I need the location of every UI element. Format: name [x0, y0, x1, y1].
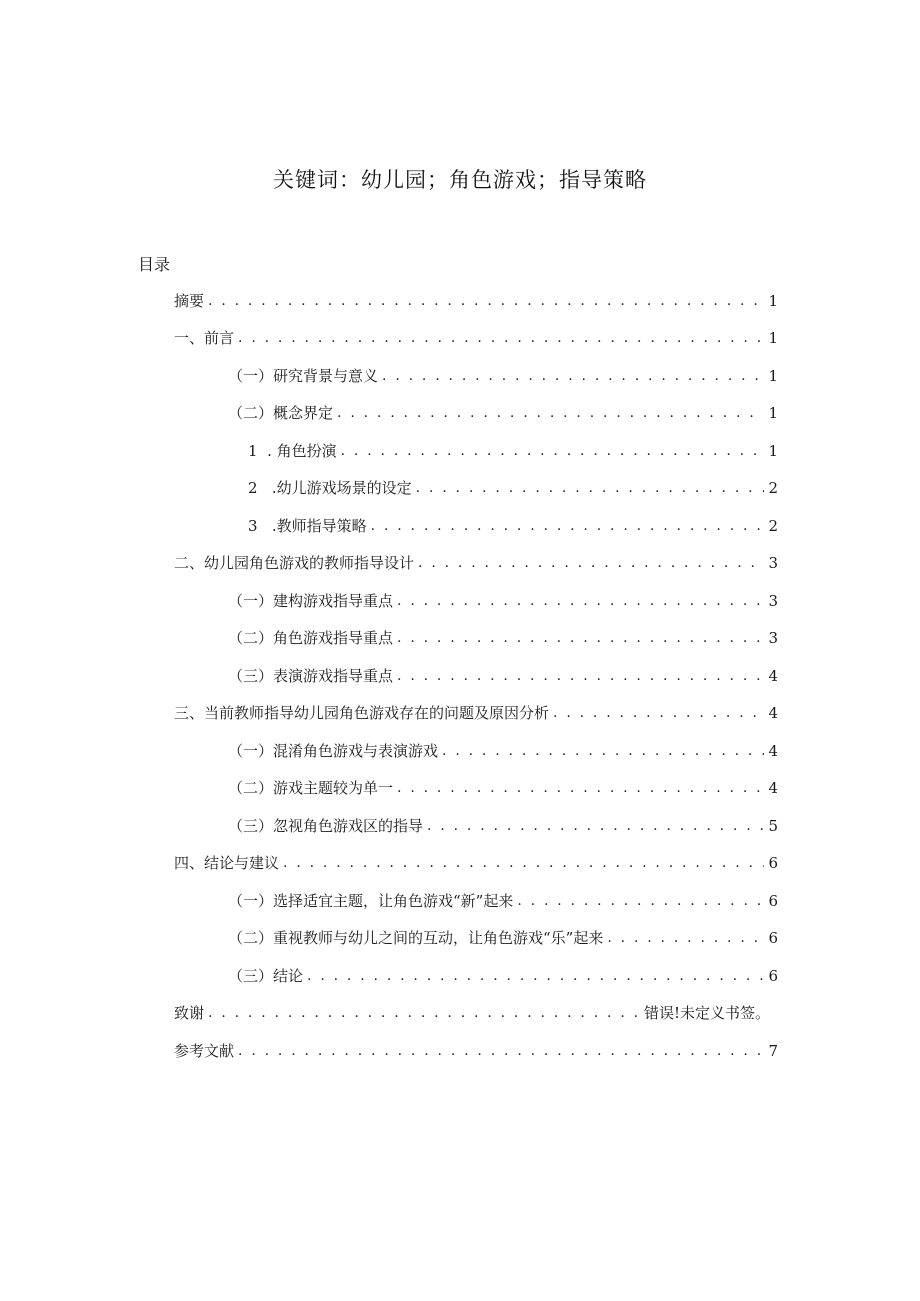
toc-entry-label: 3 .教师指导策略	[248, 517, 367, 535]
toc-leader	[397, 665, 764, 687]
toc-entry-label: 1 . 角色扮演	[248, 442, 337, 460]
toc-leader	[337, 402, 764, 424]
toc-entry-page: 4	[768, 704, 778, 722]
toc-entry-page: 6	[768, 892, 778, 910]
toc-entry-page: 1	[768, 329, 778, 347]
toc-entry-label: （三）表演游戏指导重点	[228, 667, 394, 685]
toc-leader	[208, 290, 764, 312]
toc-leader	[238, 1040, 764, 1062]
toc-entry[interactable]	[174, 550, 778, 574]
toc-entry-page: 3	[768, 592, 778, 610]
toc-entry-label: （二）游戏主题较为单一	[228, 779, 394, 797]
toc-leader	[553, 702, 764, 724]
toc-entry-label: 2 .幼儿游戏场景的设定	[248, 479, 412, 497]
toc-entry-page: 6	[768, 854, 778, 872]
toc-entry-label: 参考文献	[174, 1042, 235, 1060]
toc-entry[interactable]	[248, 438, 778, 462]
toc-entry-page: 错误!未定义书签。	[643, 1004, 770, 1022]
toc-entry-label: （三）忽视角色游戏区的指导	[228, 817, 424, 835]
toc-entry-page: 4	[768, 779, 778, 797]
toc-leader	[397, 590, 764, 612]
toc-entry-page: 4	[768, 742, 778, 760]
toc-entry-label: （一）研究背景与意义	[228, 367, 379, 385]
toc-leader	[283, 852, 764, 874]
toc-entry[interactable]	[174, 1038, 778, 1062]
toc-entry-label: 二、幼儿园角色游戏的教师指导设计	[174, 554, 415, 572]
toc-entry[interactable]	[228, 925, 778, 949]
toc-entry[interactable]	[174, 1000, 770, 1024]
toc-entry[interactable]	[228, 588, 778, 612]
toc-entry-page: 2	[768, 479, 778, 497]
toc-entry[interactable]	[174, 850, 778, 874]
toc-entry-label: （二）重视教师与幼儿之间的互动，让角色游戏“乐”起来	[228, 929, 604, 947]
toc-entry-label: 摘要	[174, 292, 205, 310]
toc-entry[interactable]	[228, 400, 778, 424]
toc-entry[interactable]	[174, 288, 778, 312]
toc-entry-label: （二）概念界定	[228, 404, 334, 422]
toc-entry[interactable]	[228, 738, 778, 762]
toc-entry[interactable]	[174, 325, 778, 349]
toc-entry[interactable]	[228, 663, 778, 687]
toc-entry-page: 4	[768, 667, 778, 685]
toc-leader	[397, 777, 764, 799]
toc-entry-page: 1	[768, 442, 778, 460]
toc-entry-page: 6	[768, 929, 778, 947]
toc-entry[interactable]	[174, 700, 778, 724]
toc-entry-label: 三、当前教师指导幼儿园角色游戏存在的问题及原因分析	[174, 704, 550, 722]
toc-leader	[208, 1002, 640, 1024]
toc-entry[interactable]	[248, 475, 778, 499]
toc-leader	[382, 365, 764, 387]
keywords-line: 关键词：幼儿园；角色游戏；指导策略	[273, 168, 647, 192]
toc-leader	[397, 627, 764, 649]
toc-entry-page: 7	[768, 1042, 778, 1060]
toc-entry-label: （一）建构游戏指导重点	[228, 592, 394, 610]
toc-title: 目录	[138, 255, 171, 274]
toc-entry-label: （一）选择适宜主题，让角色游戏“新”起来	[228, 892, 514, 910]
toc-leader	[238, 327, 764, 349]
toc-leader	[341, 440, 765, 462]
toc-entry-page: 2	[768, 517, 778, 535]
toc-entry-label: 四、结论与建议	[174, 854, 280, 872]
toc-entry[interactable]	[228, 625, 778, 649]
toc-entry[interactable]	[228, 963, 778, 987]
toc-entry-page: 5	[768, 817, 778, 835]
toc-leader	[607, 927, 764, 949]
toc-entry-page: 1	[768, 367, 778, 385]
toc-entry-page: 3	[768, 629, 778, 647]
toc-entry[interactable]	[228, 888, 778, 912]
toc-entry-label: 致谢	[174, 1004, 205, 1022]
toc-entry[interactable]	[228, 813, 778, 837]
toc-entry[interactable]	[248, 513, 778, 537]
toc-entry[interactable]	[228, 775, 778, 799]
toc-entry-page: 3	[768, 554, 778, 572]
toc-entry-page: 1	[768, 404, 778, 422]
toc-entry-page: 1	[768, 292, 778, 310]
toc-leader	[307, 965, 764, 987]
toc-leader	[371, 515, 765, 537]
toc-leader	[427, 815, 764, 837]
toc-leader	[418, 552, 764, 574]
toc-entry-label: （三）结论	[228, 967, 304, 985]
toc-entry[interactable]	[228, 363, 778, 387]
toc-entry-label: 一、前言	[174, 329, 235, 347]
toc-entry-label: （二）角色游戏指导重点	[228, 629, 394, 647]
toc-entry-page: 6	[768, 967, 778, 985]
toc-leader	[517, 890, 764, 912]
toc-leader	[442, 740, 764, 762]
toc-leader	[416, 477, 765, 499]
toc-entry-label: （一）混淆角色游戏与表演游戏	[228, 742, 439, 760]
